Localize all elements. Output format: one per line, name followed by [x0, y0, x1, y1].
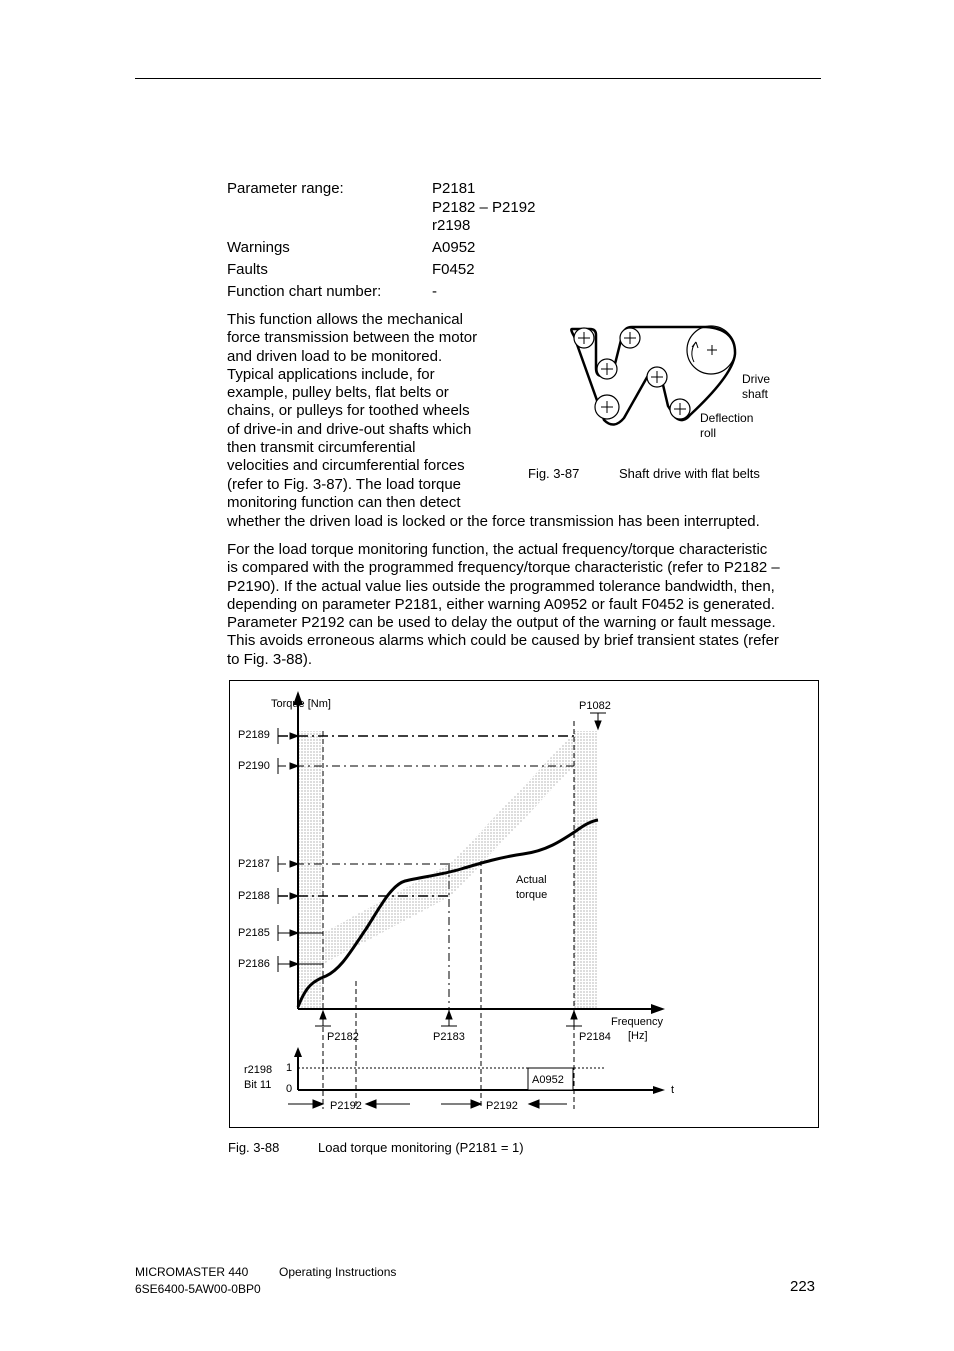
y-param-label: P2187 [238, 858, 270, 870]
info-key: Faults [227, 261, 268, 278]
high-frequency-band [574, 731, 598, 1009]
actual-torque-curve [298, 820, 598, 1007]
info-value [432, 180, 535, 236]
frequency-axis-arrow-icon [651, 1004, 665, 1014]
text-line: then transmit circumferential [227, 439, 416, 457]
text-line: Parameter P2192 can be used to delay the output of the warning or fault message. [227, 614, 776, 632]
x-param-label: P2182 [327, 1031, 359, 1043]
frequency-axis-label: Frequency [611, 1016, 663, 1028]
footer-doc-type: Operating Instructions [279, 1265, 397, 1279]
paragraph-1 [227, 311, 502, 512]
text-line: of drive-in and drive-out shafts which [227, 420, 472, 438]
text-line: to Fig. 3-88). [227, 650, 313, 668]
signal-level-high: 1 [286, 1062, 293, 1074]
deflection-roll-label: Deflection [700, 411, 754, 425]
frequency-axis-label: [Hz] [628, 1030, 648, 1042]
signal-label: Bit 11 [244, 1079, 272, 1091]
text-line: (refer to Fig. 3-87). The load torque [227, 475, 462, 493]
info-value: - [432, 283, 437, 300]
x-param-label: P2183 [433, 1031, 465, 1043]
info-key: Function chart number: [227, 283, 382, 300]
y-param-label: P2188 [238, 890, 270, 902]
text-line: force transmission between the motor [227, 329, 478, 347]
header-rule [135, 78, 821, 79]
actual-torque-label: Actual [516, 874, 547, 886]
footer-product: MICROMASTER 440 [135, 1265, 249, 1279]
info-key: Warnings [227, 239, 290, 256]
signal-label: r2198 [244, 1064, 273, 1076]
delay-label: P2192 [330, 1100, 362, 1112]
text-line: P2190). If the actual value lies outside the programmed tolerance bandwidth, then, [227, 577, 775, 595]
text-line: example, pulley belts, flat belts or [227, 384, 449, 402]
fig88-title: Load torque monitoring (P2181 = 1) [318, 1140, 524, 1155]
x-param-label: P2184 [579, 1031, 611, 1043]
delay-label: P2192 [486, 1100, 518, 1112]
text-line: Typical applications include, for [227, 365, 435, 383]
fig87-number: Fig. 3-87 [528, 466, 580, 481]
actual-torque-label: torque [516, 889, 548, 901]
top-param-label: P1082 [579, 700, 611, 712]
fig87-title: Shaft drive with flat belts [619, 466, 760, 481]
y-param-label: P2190 [238, 760, 270, 772]
text-line: This function allows the mechanical [227, 311, 463, 328]
text-line: chains, or pulleys for toothed wheels [227, 402, 470, 420]
info-value: F0452 [432, 261, 475, 278]
warning-label: A0952 [532, 1074, 564, 1086]
signal-axis-arrow-icon [294, 1047, 302, 1057]
load-torque-figure-frame [229, 680, 819, 1128]
drive-shaft-label: Drive [742, 372, 771, 386]
torque-axis-label: Torque [Nm] [271, 698, 331, 710]
belt-drive-diagram [560, 320, 800, 445]
y-param-label: P2185 [238, 927, 270, 939]
time-axis-arrow-icon [653, 1086, 665, 1094]
info-value-line: P2181 [432, 180, 476, 197]
info-value-line: r2198 [432, 217, 471, 234]
info-value-line: P2182 – P2192 [432, 198, 536, 216]
drive-shaft-label: shaft [742, 387, 769, 401]
text-line: This avoids erroneous alarms which could be caused by brief transient states (refer [227, 632, 779, 650]
text-line: is compared with the programmed frequency/torque characteristic (refer to P2182 – [227, 559, 780, 577]
page-number: 223 [790, 1278, 816, 1295]
low-frequency-band [299, 731, 323, 1009]
text-line: monitoring function can then detect [227, 493, 461, 511]
info-value: A0952 [432, 239, 476, 256]
text-line: velocities and circumferential forces [227, 457, 465, 475]
load-torque-diagram [230, 681, 818, 1127]
paragraph-1-tail: whether the driven load is locked or the force transmission has been interrupted. [227, 513, 760, 530]
text-line: For the load torque monitoring function, the actual frequency/torque characteristic [227, 541, 768, 558]
y-param-label: P2189 [238, 729, 270, 741]
signal-level-low: 0 [286, 1083, 293, 1095]
footer-order-number: 6SE6400-5AW00-0BP0 [135, 1282, 261, 1296]
info-key: Parameter range: [227, 180, 344, 197]
fig88-number: Fig. 3-88 [228, 1140, 280, 1155]
text-line: depending on parameter P2181, either warning A0952 or fault F0452 is generated. [227, 595, 775, 613]
deflection-roll-label: roll [700, 426, 717, 440]
text-line: and driven load to be monitored. [227, 347, 443, 365]
y-param-label: P2186 [238, 958, 270, 970]
time-axis-label: t [671, 1084, 675, 1096]
paragraph-2 [227, 541, 827, 669]
